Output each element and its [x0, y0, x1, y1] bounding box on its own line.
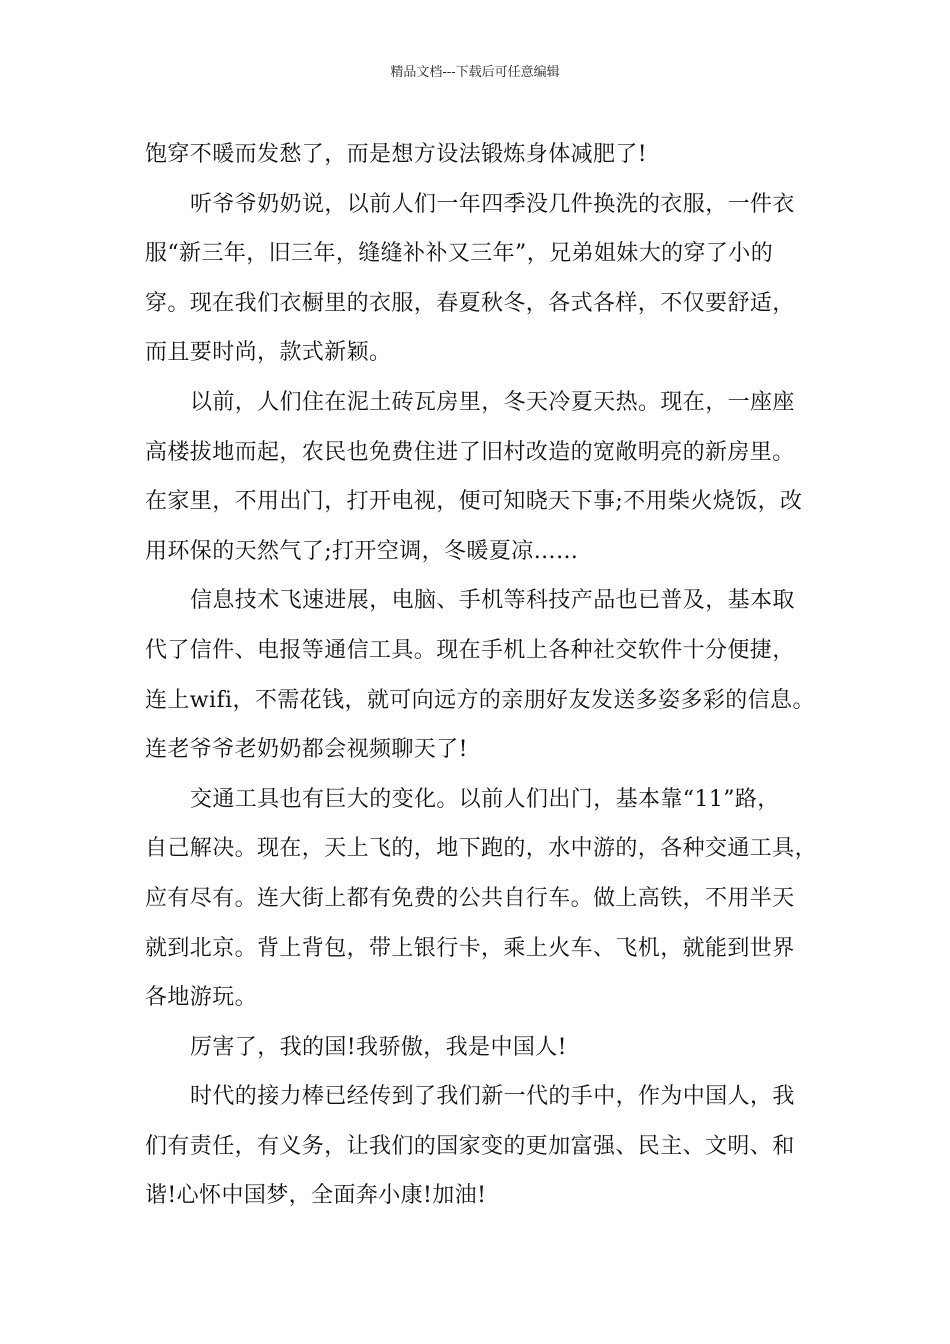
text-line: 应有尽有。连大街上都有免费的公共自行车。做上高铁，不用半天	[145, 885, 795, 911]
text-line: 服“新三年，旧三年，缝缝补补又三年”，兄弟姐妹大的穿了小的	[145, 241, 774, 267]
paragraph-start-line: 以前，人们住在泥土砖瓦房里，冬天冷夏天热。现在，一座座	[190, 389, 795, 415]
text-line: 连老爷爷老奶奶都会视频聊天了!	[145, 737, 468, 763]
text-line: 各地游玩。	[145, 985, 258, 1011]
paragraph-start-line: 厉害了，我的国!我骄傲，我是中国人!	[190, 1034, 567, 1060]
text-line: 用环保的天然气了;打开空调，冬暖夏凉……	[145, 538, 579, 564]
text-line: 穿。现在我们衣橱里的衣服，春夏秋冬，各式各样，不仅要舒适，	[145, 290, 795, 316]
paragraph-start-line: 听爷爷奶奶说，以前人们一年四季没几件换洗的衣服，一件衣	[190, 191, 795, 217]
text-line: 而且要时尚，款式新颖。	[145, 340, 392, 366]
text-line: 高楼拔地而起，农民也免费住进了旧村改造的宽敞明亮的新房里。	[145, 439, 795, 465]
text-line: 们有责任，有义务，让我们的国家变的更加富强、民主、文明、和	[145, 1133, 795, 1159]
page-header: 精品文档---下载后可任意编辑	[390, 65, 560, 80]
text-line: 代了信件、电报等通信工具。现在手机上各种社交软件十分便捷，	[145, 637, 795, 663]
paragraph-start-line: 时代的接力棒已经传到了我们新一代的手中，作为中国人，我	[190, 1084, 795, 1110]
paragraph-start-line: 交通工具也有巨大的变化。以前人们出门，基本靠“11”路，	[190, 786, 780, 812]
document-body	[145, 130, 825, 1221]
text-line: 在家里，不用出门，打开电视，便可知晓天下事;不用柴火烧饭，改	[145, 489, 803, 515]
paragraph-start-line: 信息技术飞速进展，电脑、手机等科技产品也已普及，基本取	[190, 588, 795, 614]
text-line: 谐!心怀中国梦，全面奔小康!加油!	[145, 1183, 487, 1209]
text-line: 就到北京。背上背包，带上银行卡，乘上火车、飞机，就能到世界	[145, 935, 795, 961]
text-line: 自己解决。现在，天上飞的，地下跑的，水中游的，各种交通工具，	[145, 836, 818, 862]
text-line: 饱穿不暖而发愁了，而是想方设法锻炼身体减肥了!	[145, 142, 648, 167]
text-line: 连上wifi，不需花钱，就可向远方的亲朋好友发送多姿多彩的信息。	[145, 687, 815, 713]
